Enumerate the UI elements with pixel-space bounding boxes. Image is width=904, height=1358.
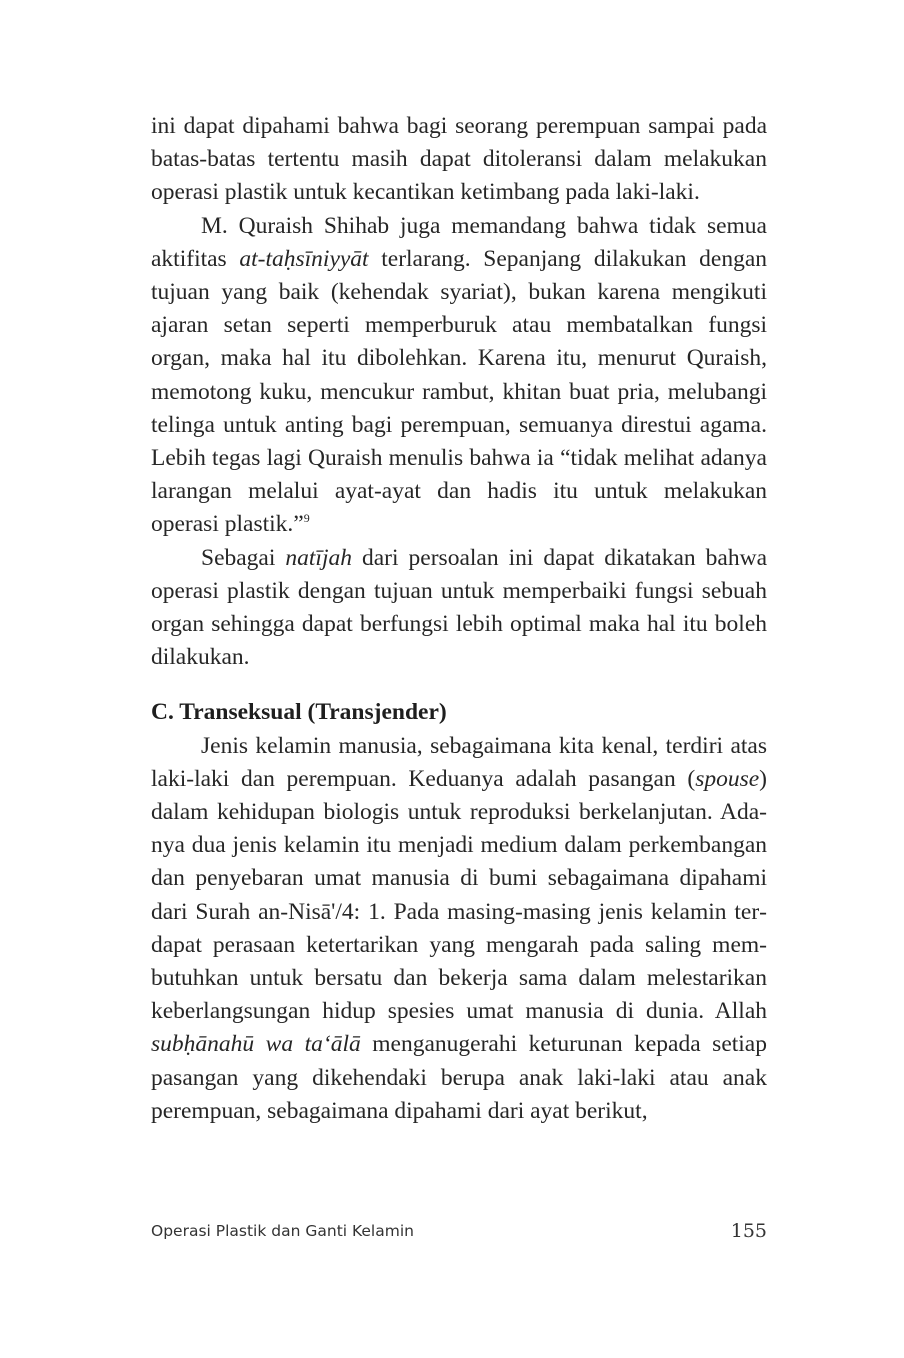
paragraph-1	[151, 110, 767, 210]
page-number: 155	[730, 1220, 767, 1242]
paragraph-3-text-a: Sebagai	[201, 544, 286, 571]
paragraph-2-text-b: terlarang. Sepanjang dilakukan dengan tujuan yang baik (kehendak syariat), bukan karena mengikuti ajaran setan seperti memperburuk atau membatalkan fungsi organ, maka hal itu dibolehkan. Karena itu, menurut Quraish, memotong kuku, mencukur rambut, khitan buat pria, melubangi telinga untuk anting bagi perempuan, semuanya direstui agama. Lebih tegas lagi Quraish menulis bahwa ia “tidak melihat adanya larangan melalui ayat-ayat dan hadis itu untuk melakukan operasi plastik.”	[151, 245, 768, 538]
running-footer-title: Operasi Plastik dan Ganti Kelamin	[151, 1222, 414, 1240]
paragraph-3-term: natījah	[285, 544, 352, 571]
paragraph-4-text-b: ) dalam kehidupan biologis untuk reproduksi berkelanjutan. Adanya dua jenis kelamin itu menjadi medium dalam perkembangan dan penyebaran umat manusia di bumi sebagaimana dipahami dari Surah an-Nisā'/4: 1. Pada masing-masing jenis kelamin terdapat perasaan ketertarikan yang mengarah pada saling membutuhkan untuk bersatu dan bekerja sama dalam melestarikan keberlangsungan hidup spesies umat manusia di dunia. Allah	[151, 765, 767, 1025]
footnote-ref-9[interactable]: 9	[303, 511, 310, 526]
paragraph-4	[151, 730, 767, 1128]
paragraph-4-text-c: menganugerahi keturunan kepada setiap pasangan yang dikehendaki berupa anak laki-laki atau anak perempuan, sebagaimana dipahami dari ayat berikut,	[151, 1031, 767, 1124]
paragraph-4-term-subhanahu: subḥānahū wa ta‘ālā	[151, 1031, 361, 1058]
paragraph-2-term: at-taḥsīniyyāt	[239, 245, 369, 272]
paragraph-2	[151, 210, 767, 542]
page-body	[151, 110, 767, 1128]
paragraph-2-text-a: M. Quraish Shihab juga memandang bahwa tidak semua aktifitas	[151, 212, 767, 272]
paragraph-3	[151, 542, 767, 675]
paragraph-3-text-b: dari persoalan ini dapat dikatakan bahwa operasi plastik dengan tujuan untuk memperbaiki fungsi sebuah organ sehingga dapat berfungsi lebih optimal maka hal itu boleh dilakukan.	[151, 544, 767, 671]
section-heading: C. Transeksual (Transjender)	[151, 699, 447, 726]
paragraph-4-term-spouse: spouse	[695, 765, 760, 792]
paragraph-4-text-a: Jenis kelamin manusia, sebagaimana kita kenal, terdiri atas laki-laki dan perempuan. Keduanya adalah pasangan (	[151, 732, 767, 792]
paragraph-1-text: ini dapat dipahami bahwa bagi seorang perempuan sampai pada batas-batas tertentu masih dapat ditoleransi dalam melakukan operasi plastik untuk kecantikan ketimbang pada laki-laki.	[151, 113, 767, 206]
